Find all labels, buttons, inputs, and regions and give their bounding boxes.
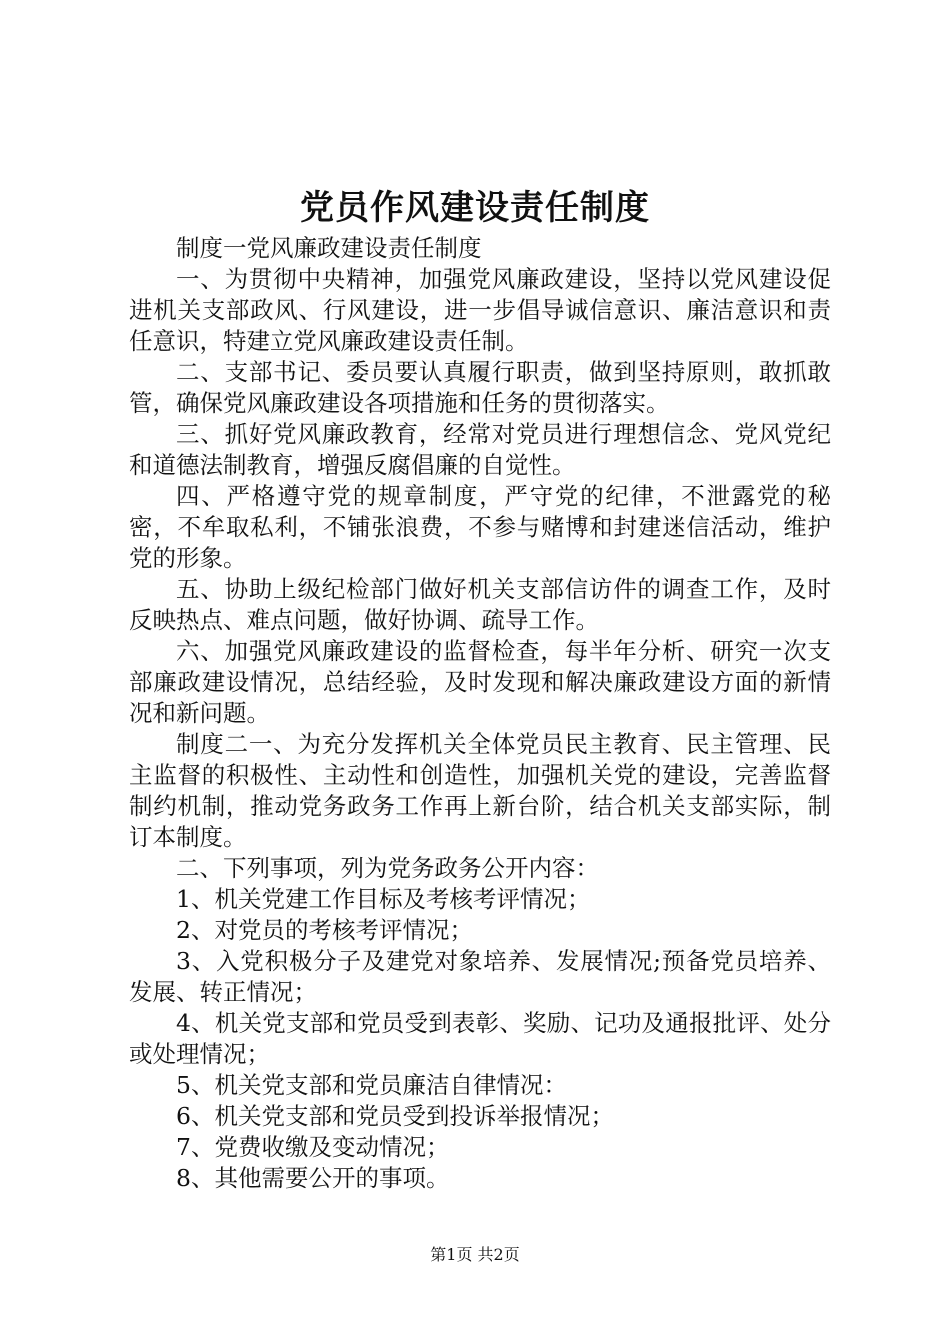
paragraph: 二、下列事项，列为党务政务公开内容：	[176, 854, 599, 882]
paragraph: 四、严格遵守党的规章制度，严守党的纪律，不泄露党的秘密，不牟取私利，不铺张浪费，不参与赌博和封建迷信活动，维护党的形象。	[129, 482, 831, 572]
paragraph: 二、支部书记、委员要认真履行职责，做到坚持原则，敢抓敢管，确保党风廉政建设各项措施和任务的贯彻落实。	[129, 358, 831, 417]
paragraph: 六、加强党风廉政建设的监督检查，每半年分析、研究一次支部廉政建设情况，总结经验，及时发现和解决廉政建设方面的新情况和新问题。	[129, 637, 831, 727]
paragraph: 制度二一、为充分发挥机关全体党员民主教育、民主管理、民主监督的积极性、主动性和创造性，加强机关党的建设，完善监督制约机制，推动党务政务工作再上新台阶，结合机关支部实际，制订本制度。	[129, 730, 831, 851]
list-item: 8、其他需要公开的事项。	[176, 1164, 450, 1192]
paragraph: 一、为贯彻中央精神，加强党风廉政建设，坚持以党风建设促进机关支部政风、行风建设，进一步倡导诚信意识、廉洁意识和责任意识，特建立党风廉政建设责任制。	[129, 265, 831, 355]
page-footer: 第1页 共2页	[430, 1245, 520, 1264]
list-item: 3、入党积极分子及建党对象培养、发展情况;预备党员培养、发展、转正情况；	[129, 947, 831, 1006]
paragraph: 三、抓好党风廉政教育，经常对党员进行理想信念、党风党纪和道德法制教育，增强反腐倡廉的自觉性。	[129, 420, 831, 479]
list-item: 2、对党员的考核考评情况；	[176, 916, 473, 944]
document-title: 党员作风建设责任制度	[300, 188, 650, 228]
list-item: 1、机关党建工作目标及考核考评情况；	[176, 885, 591, 913]
list-item: 4、机关党支部和党员受到表彰、奖励、记功及通报批评、处分或处理情况；	[129, 1009, 831, 1068]
section-heading: 制度一党风廉政建设责任制度	[176, 234, 482, 262]
paragraph: 五、协助上级纪检部门做好机关支部信访件的调查工作，及时反映热点、难点问题，做好协调、疏导工作。	[129, 575, 831, 634]
list-item: 7、党费收缴及变动情况；	[176, 1133, 450, 1161]
list-item: 5、机关党支部和党员廉洁自律情况：	[176, 1071, 567, 1099]
list-item: 6、机关党支部和党员受到投诉举报情况；	[176, 1102, 614, 1130]
document-body	[129, 233, 831, 1194]
